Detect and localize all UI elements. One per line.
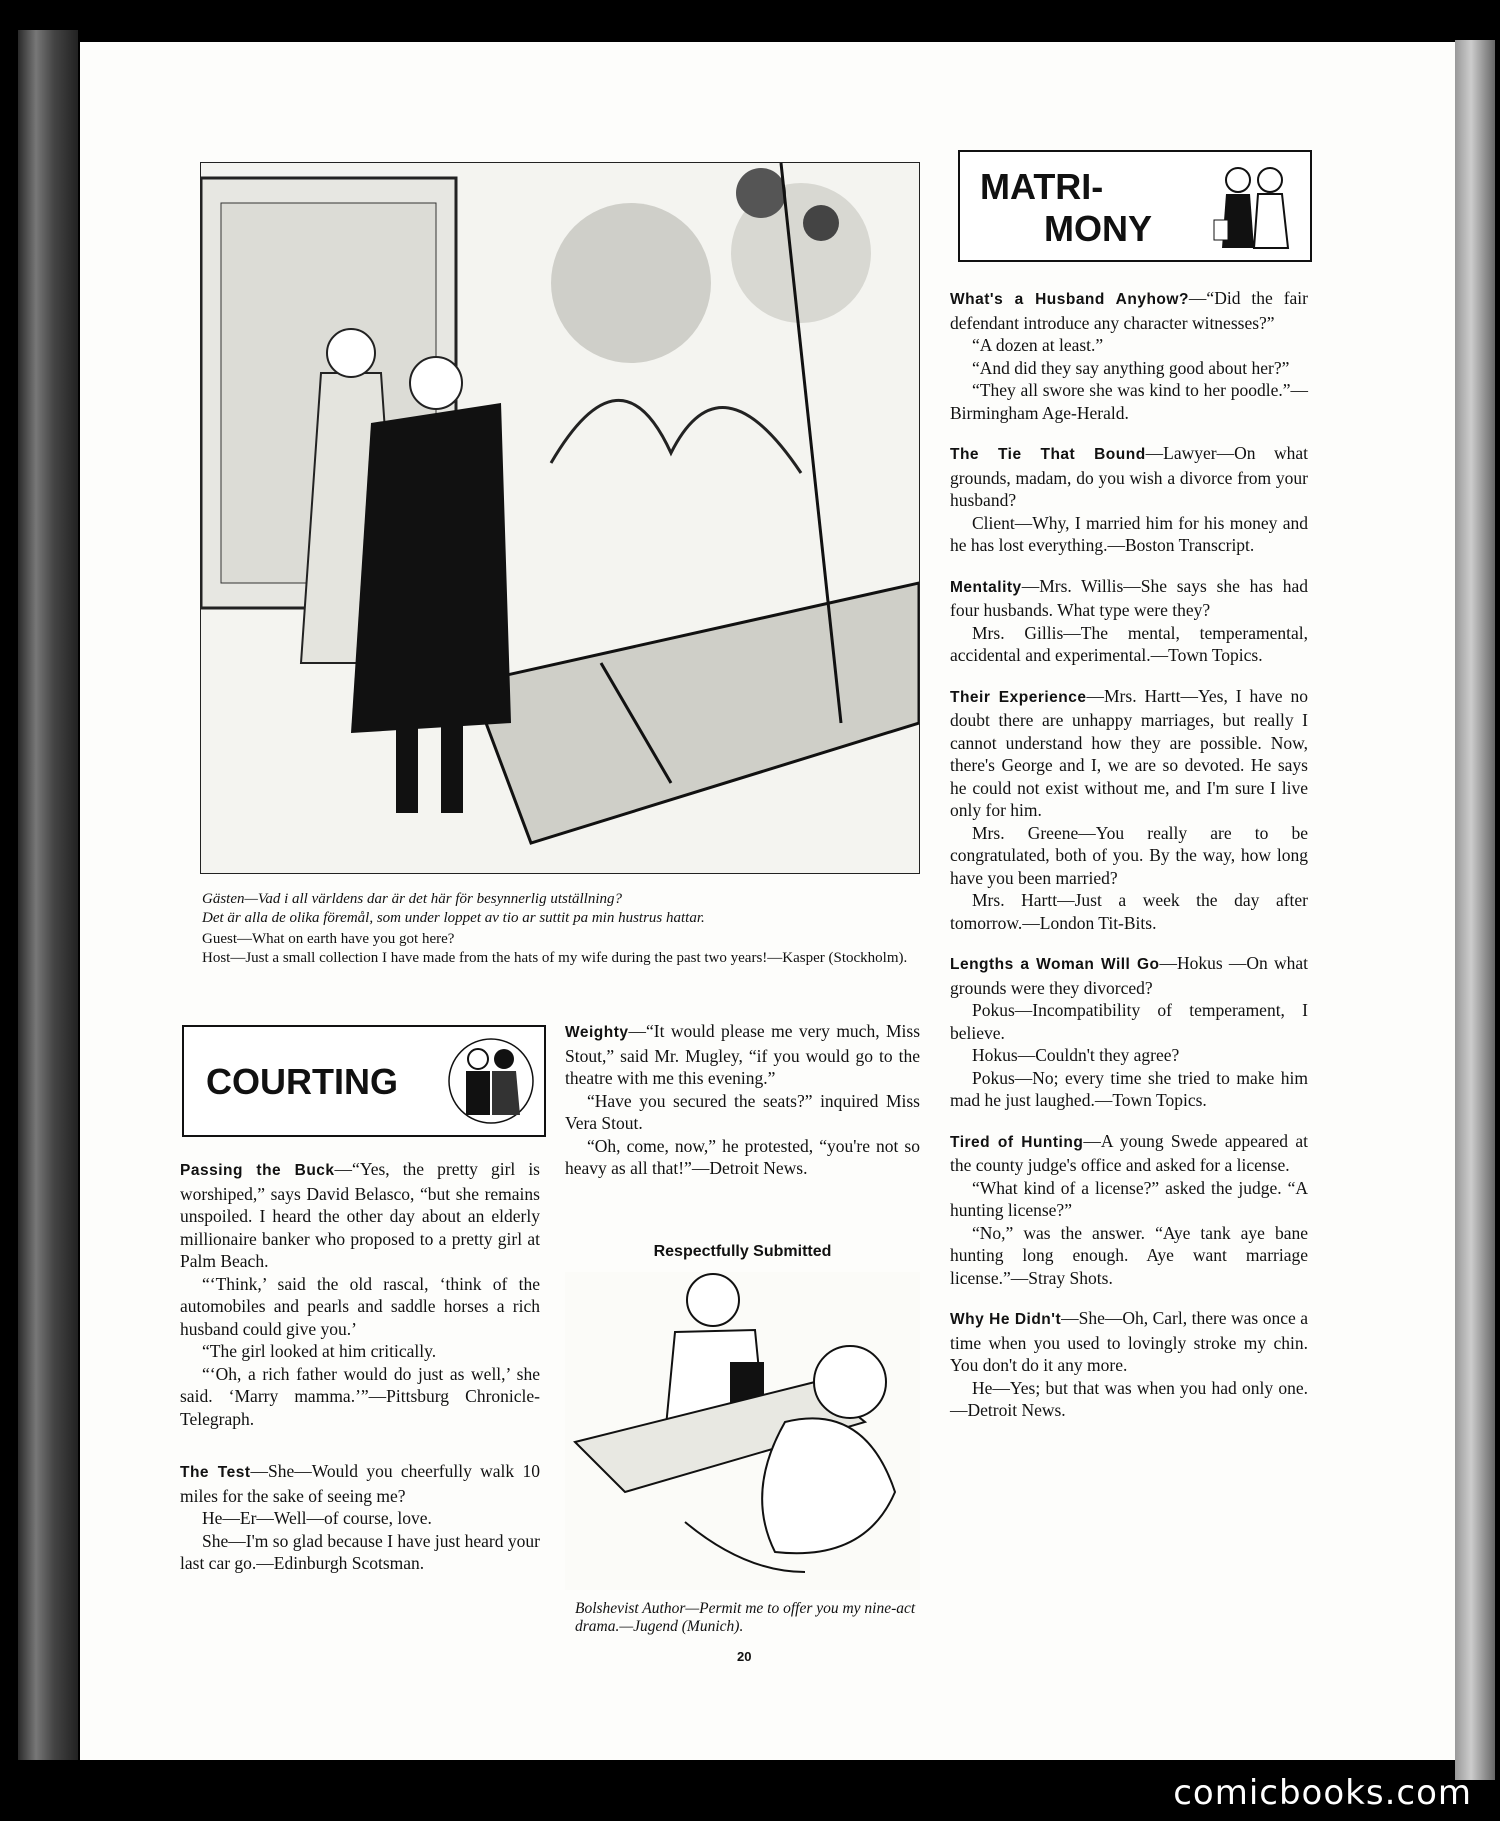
item-text: —“Yes, the pretty girl is worshiped,” says David Belasco, “but she remains unspoiled. I heard the other day about an elderly millionaire banker who proposed to a pretty girl at Palm Beach. (180, 1159, 540, 1271)
english-caption-line1: Guest—What on earth have you got here? (202, 931, 455, 947)
item-text: Hokus—Couldn't they agree? (972, 1045, 1180, 1065)
swedish-caption-line1: Gästen—Vad i all världens dar är det här för besynnerlig utställning? (202, 891, 622, 907)
courting-header (182, 1025, 546, 1137)
item-text: Mrs. Greene—You really are to be congratulated, both of you. By the way, how long have you been married? (950, 822, 1308, 888)
matrimony-title (980, 166, 1152, 250)
list-item (950, 1307, 1308, 1377)
item-text: Client—Why, I married him for his money and he has lost everything.—Boston Transcript. (950, 512, 1308, 555)
item-text: Pokus—No; every time she tried to make him mad he just laughed.—Town Topics. (950, 1067, 1308, 1110)
couple-illustration (1208, 160, 1298, 252)
list-item (950, 287, 1308, 334)
item-heading: Their Experience (950, 688, 1087, 706)
main-cartoon-caption (202, 890, 922, 968)
item-heading: Tired of Hunting (950, 1133, 1084, 1151)
item-text: —“Did the fair defendant introduce any character witnesses?” (950, 288, 1308, 333)
list-item (565, 1020, 920, 1090)
list-item (950, 575, 1308, 622)
item-text: He—Er—Well—of course, love. (202, 1508, 432, 1528)
list-item (950, 1130, 1308, 1177)
item-text: “The girl looked at him critically. (202, 1341, 437, 1361)
item-text: —A young Swede appeared at the county judge's office and asked for a license. (950, 1130, 1308, 1175)
item-text: She—I'm so glad because I have just heard your last car go.—Edinburgh Scotsman. (180, 1530, 540, 1573)
matrimony-column (950, 287, 1308, 1422)
courting-column (180, 1158, 540, 1575)
item-heading: Mentality (950, 578, 1022, 596)
item-text: “Oh, come, now,” he protested, “you're not so heavy as all that!”—Detroit News. (565, 1135, 920, 1178)
matrimony-header (958, 150, 1312, 262)
item-text: —She—Would you cheerfully walk 10 miles for the sake of seeing me? (180, 1461, 540, 1506)
page-number: 20 (737, 1649, 752, 1664)
bolshevist-cartoon (565, 1272, 920, 1590)
item-text: Mrs. Gillis—The mental, temperamental, accidental and experimental.—Town Topics. (950, 622, 1308, 665)
list-item (950, 442, 1308, 512)
cartoon-drawing (201, 163, 919, 873)
item-text: “No,” was the answer. “Aye tank aye bane hunting long enough. Aye want marriage license.”—Stray Shots. (950, 1222, 1308, 1288)
item-heading: Lengths a Woman Will Go (950, 956, 1160, 973)
matrimony-title-line2: MONY (1044, 208, 1152, 249)
list-item (180, 1460, 540, 1507)
bolshevist-caption: Bolshevist Author—Permit me to offer you my nine-act drama.—Jugend (Munich). (575, 1600, 916, 1635)
item-heading: The Tie That Bound (950, 446, 1146, 463)
bolshevist-drawing (565, 1272, 920, 1590)
matrimony-title-line1: MATRI- (980, 166, 1104, 207)
english-caption-line2: Host—Just a small collection I have made from the hats of my wife during the past two years!—Kasper (Stockholm). (202, 950, 908, 966)
item-text: —“It would please me very much, Miss Stout,” said Mr. Mugley, “if you would go to the theatre with me this evening.” (565, 1021, 920, 1088)
item-heading: Why He Didn't (950, 1311, 1062, 1328)
item-text: “‘Oh, a rich father would do just as well,’ she said. ‘Marry mamma.’”—Pittsburg Chronicle-Telegraph. (180, 1363, 540, 1429)
item-text: —Lawyer—On what grounds, madam, do you wish a divorce from your husband? (950, 443, 1308, 510)
page-edge (1455, 40, 1495, 1780)
item-heading: Weighty (565, 1024, 629, 1041)
respectfully-submitted-title: Respectfully Submitted (653, 1243, 832, 1260)
item-text: He—Yes; but that was when you had only one.—Detroit News. (950, 1377, 1308, 1420)
item-text: —Mrs. Hartt—Yes, I have no doubt there are unhappy marriages, but really I cannot understand how they are possible. Now, there's George and I, we are so devoted. He says he could not exist without me, and I'm sure I live only for him. (950, 685, 1309, 820)
list-item (950, 952, 1308, 999)
item-heading: What's a Husband Anyhow? (950, 291, 1189, 308)
item-text: —Hokus —On what grounds were they divorced? (950, 953, 1308, 998)
swedish-caption-line2: Det är alla de olika föremål, som under loppet av tio ar suttit pa min hustrus hattar. (202, 910, 705, 926)
item-text: “Have you secured the seats?” inquired Miss Vera Stout. (565, 1090, 920, 1133)
list-item (180, 1158, 540, 1273)
item-text: “‘Think,’ said the old rascal, ‘think of the automobiles and pearls and saddle horses a rich husband could give you.’ (180, 1273, 540, 1339)
item-heading: Passing the Buck (180, 1162, 335, 1179)
list-item (950, 685, 1308, 822)
book-spine (18, 30, 78, 1760)
item-text: Mrs. Hartt—Just a week the day after tomorrow.—London Tit-Bits. (950, 890, 1308, 933)
main-cartoon (200, 162, 920, 874)
item-text: “They all swore she was kind to her poodle.”—Birmingham Age-Herald. (950, 380, 1308, 423)
item-text: “What kind of a license?” asked the judge. “A hunting license?” (950, 1177, 1308, 1220)
item-text: —Mrs. Willis—She says she has had four husbands. What type were they? (950, 575, 1308, 620)
courting-title: COURTING (206, 1061, 398, 1102)
item-text: “A dozen at least.” (972, 335, 1104, 355)
item-text: “And did they say anything good about her?” (972, 357, 1290, 378)
item-text: Pokus—Incompatibility of temperament, I believe. (950, 1000, 1308, 1043)
item-heading: The Test (180, 1464, 251, 1481)
weighty-column (565, 1020, 920, 1180)
site-watermark: comicbooks.com (1173, 1773, 1472, 1813)
courting-couple-illustration (446, 1035, 536, 1127)
item-text: —She—Oh, Carl, there was once a time when you used to lovingly stroke my chin. You don't do it any more. (950, 1308, 1308, 1375)
